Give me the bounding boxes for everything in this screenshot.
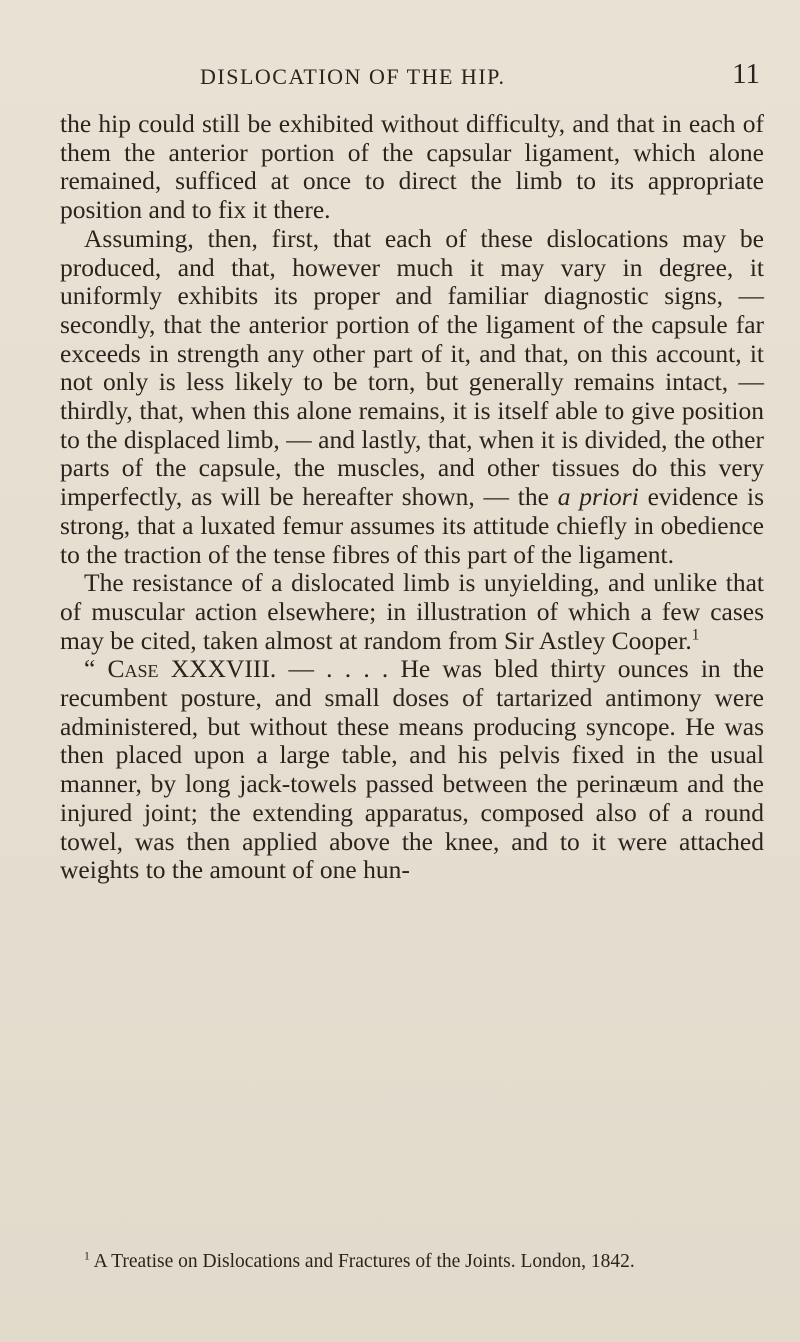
page-number: 11: [732, 58, 760, 90]
body-text: [60, 110, 764, 885]
footnote: [60, 1250, 764, 1273]
running-head: [60, 58, 760, 98]
paragraph: [60, 225, 764, 569]
footnote-reference: 1: [691, 626, 700, 644]
paragraph-text: The resistance of a dislocated limb is unyielding, and unlike that of muscular action elsewhere; in illustration of which a few cases may be cited, taken almost at random from Sir Astley Cooper.: [60, 568, 764, 655]
paragraph: [60, 569, 764, 655]
case-label: Case XXXVIII.: [107, 654, 277, 684]
paragraph: the hip could still be exhibited without difficulty, and that in each of them the anterior portion of the capsular ligament, which alone remained, sufficed at once to direct the limb to its appropriate position and to fix it there.: [60, 109, 764, 225]
footnotes: [60, 1250, 764, 1273]
paragraph: [60, 655, 764, 885]
italic-phrase: a priori: [557, 482, 639, 512]
paragraph-text: evidence is strong, that a luxated femur assumes its attitude chiefly in obedience to the traction of the tense fibres of this part of the ligament.: [60, 482, 764, 569]
paragraph-text: — . . . . He was bled thirty ounces in the recumbent posture, and small doses of tartarized antimony were administered, but without these means producing syncope. He was then placed upon a large table, and his pelvis fixed in the usual manner, by long jack-towels passed between the perinæum and the injured joint; the extending apparatus, composed also of a round towel, was then applied above the knee, and to it were attached weights to the amount of one hun-: [60, 654, 765, 885]
running-title: DISLOCATION OF THE HIP.: [200, 64, 506, 89]
paragraph-text: Assuming, then, first, that each of these dislocations may be produced, and that, however much it may vary in degree, it uniformly exhibits its proper and familiar diagnostic signs, — secondly, that the anterior portion of the ligament of the capsule far exceeds in strength any other part of it, and that, on this account, it not only is less likely to be torn, but generally remains intact, — thirdly, that, when this alone remains, it is itself able to give position to the displaced limb, — and lastly, that, when it is divided, the other parts of the capsule, the muscles, and other tissues do this very imperfectly, as will be hereafter shown, — the: [60, 223, 764, 512]
footnote-marker: 1: [84, 1249, 90, 1263]
footnote-text: A Treatise on Dislocations and Fractures of the Joints. London, 1842.: [93, 1251, 635, 1272]
open-quote: “: [84, 654, 96, 684]
